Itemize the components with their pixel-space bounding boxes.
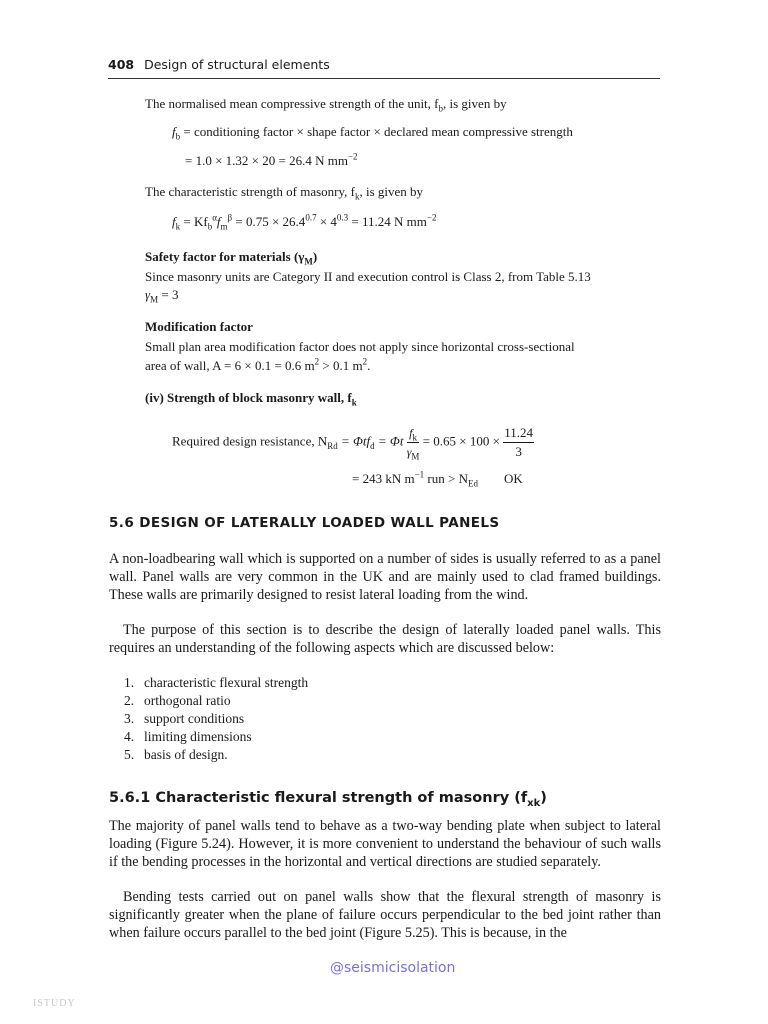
ok-mark: OK (503, 471, 523, 486)
safety-line-1: Since masonry units are Category II and execution control is Class 2, from Table 5.13 (145, 269, 591, 284)
running-header (108, 57, 330, 72)
list-item (124, 674, 308, 692)
list-item (124, 692, 308, 710)
list-item-text: characteristic flexural strength (144, 675, 309, 690)
fb-equation-2: = 1.0 × 1.32 × 20 = 26.4 N $mm^{-2}$ (185, 151, 358, 168)
list-item-text: orthogonal ratio (144, 693, 231, 708)
section-5-6-1-para-2: Bending tests carried out on panel walls show that the flexural strength of masonry is significantly greater when the plane of failure occurs perpendicular to the bed joint rather than when failure occurs parallel to the bed joint (Figure 5.25). This is because, in the (109, 889, 661, 941)
safety-heading: Safety factor for materials $(\gamma_M)$ (145, 249, 318, 267)
section-5-6-1-para-1: The majority of panel walls tend to behave as a two-way bending plate when subject to lateral loading (Figure 5.24). However, it is more convenient to understand the behaviour of such walls if the bending processes in the horizontal and vertical directions are studied separately. (109, 818, 661, 870)
fb-intro: The normalised mean compressive strength of the unit, $f_b$, is given by (145, 96, 507, 114)
section-5-6-para-1: A non-loadbearing wall which is supported on a number of sides is usually referred to as a panel wall. Panel walls are very common in the UK and are mainly used to clad framed buildings. These walls are primarily designed to resist lateral loading from the wind. (109, 551, 661, 603)
list-item-text: limiting dimensions (144, 729, 252, 744)
fk-equation: $f_k = Kf_b^\alpha f_m^\beta = 0.75 \times 26.4^{0.7} \times 4^{0.3} = 11.24$ N $mm^{-2}$ (172, 212, 437, 232)
fb-equation-1: $f_b$ = conditioning factor × shape factor × declared mean compressive strength (172, 124, 573, 142)
corner-mark: ISTUDY (33, 998, 76, 1009)
fraction-fk-value-over-three: $\frac{11.24}{3}$ (504, 425, 533, 459)
modification-line-2: area of wall, A = 6 × 0.1 = 0.6 $m^2 > 0.1$ $m^2$. (145, 356, 371, 373)
list-item-number: 1. (124, 675, 135, 690)
list-item-text: support conditions (144, 711, 245, 726)
running-title: Design of structural elements (144, 57, 330, 72)
list-item (124, 746, 308, 764)
list-item-text: basis of design. (144, 747, 228, 762)
list-item-number: 3. (124, 711, 135, 726)
list-item (124, 710, 308, 728)
list-item (124, 728, 308, 746)
aspects-list (124, 674, 308, 764)
design-resistance-equation: Required design resistance, $N_{Rd} = \Phi tf_d = \Phi t$ $\frac{f_k}{\gamma_M}$ = 0.65 × 100 × $\frac{11.24}{3}$ (172, 425, 533, 462)
safety-line-2: $\gamma_M = 3$ (145, 287, 179, 305)
header-rule (108, 78, 660, 79)
list-item-number: 2. (124, 693, 135, 708)
fk-intro: The characteristic strength of masonry, $f_k$, is given by (145, 184, 424, 202)
list-item-number: 4. (124, 729, 135, 744)
block-heading: (iv) Strength of block masonry wall, $f_k$ (145, 390, 357, 408)
design-resistance-result: = 243 kN $m^{-1}$ run > $N_{Ed}$ OK (352, 469, 523, 489)
watermark: @seismicisolation (330, 960, 456, 976)
list-item-number: 5. (124, 747, 135, 762)
modification-line-1: Small plan area modification factor does not apply since horizontal cross-sectional (145, 339, 575, 354)
modification-heading: Modification factor (145, 319, 253, 334)
page-number: 408 (108, 57, 135, 72)
section-5-6-1-heading: 5.6.1 Characteristic flexural strength of masonry $(f_{xk})$ (109, 790, 547, 809)
fraction-fk-over-gamma: $\frac{f_k}{\gamma_M}$ (406, 426, 420, 462)
section-5-6-heading: 5.6 DESIGN OF LATERALLY LOADED WALL PANELS (109, 515, 500, 531)
section-5-6-para-2: The purpose of this section is to describe the design of laterally loaded panel walls. This requires an understanding of the following aspects which are discussed below: (109, 622, 661, 656)
